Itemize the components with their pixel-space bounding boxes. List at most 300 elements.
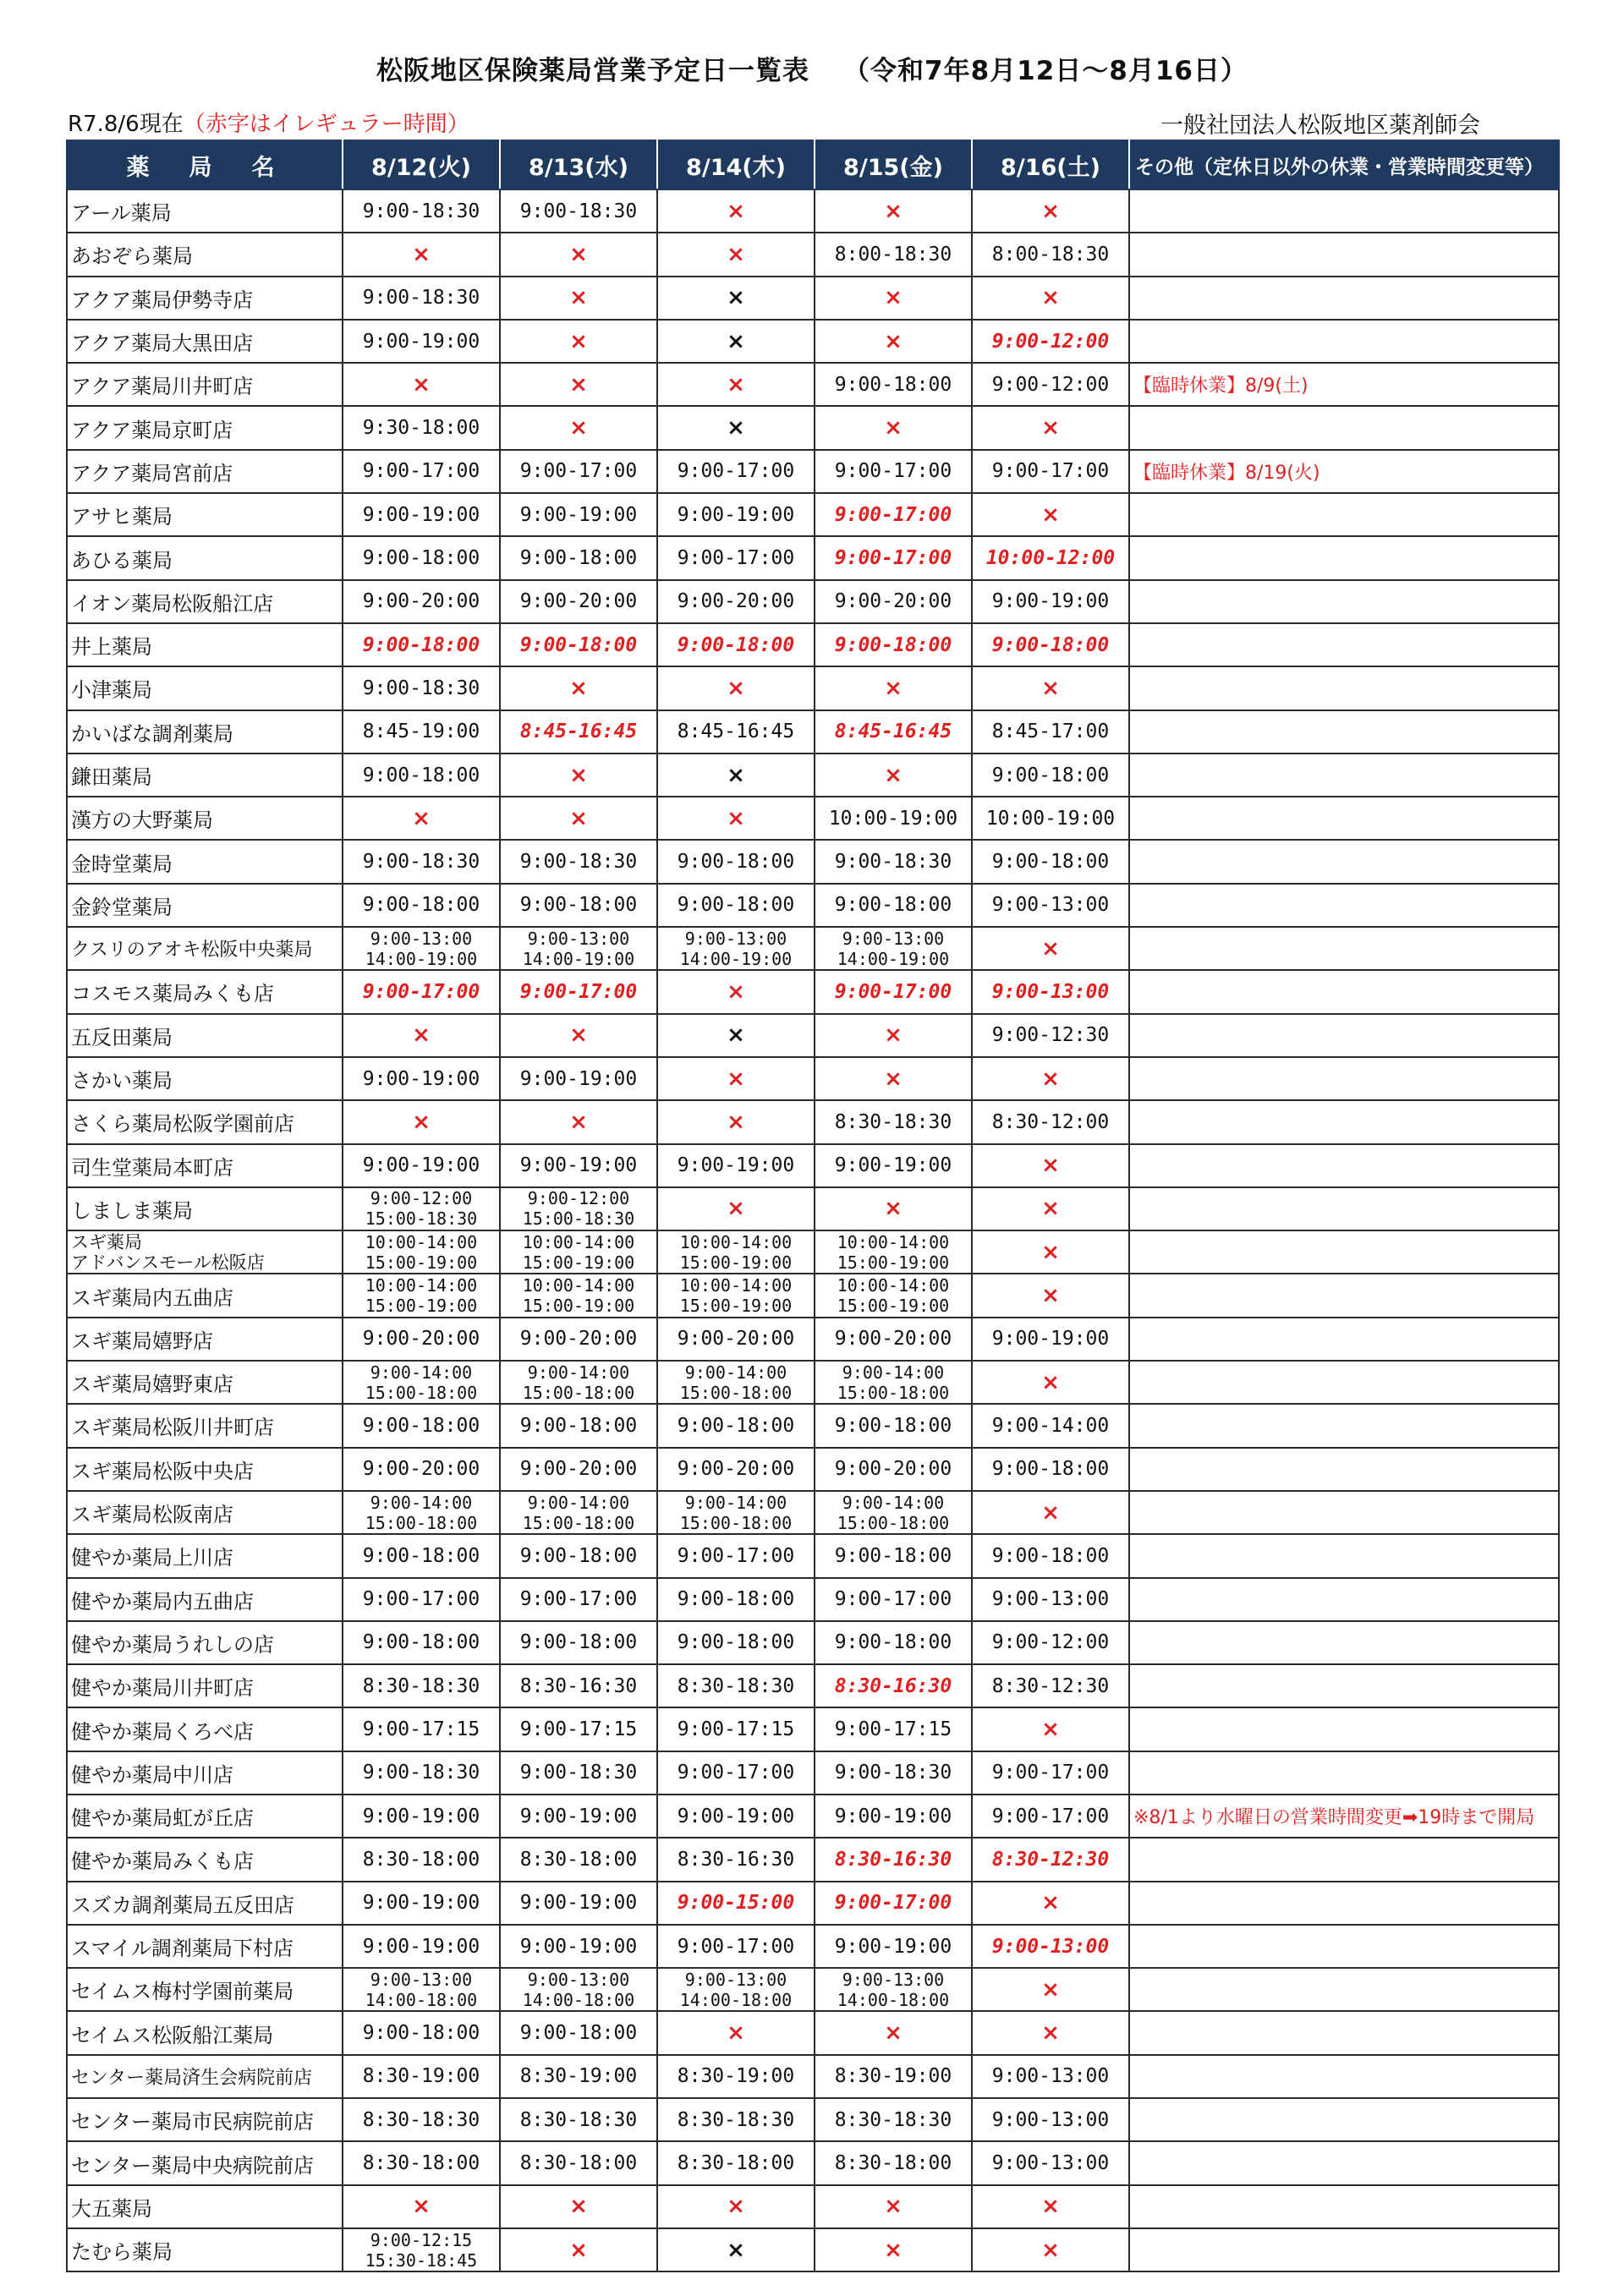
pharmacy-name: イオン薬局松阪船江店 (67, 580, 343, 623)
business-hours: 9:00-18:00 (500, 2011, 657, 2054)
pharmacy-name: 健やか薬局内五曲店 (67, 1578, 343, 1621)
closed-mark: × (657, 1014, 815, 1057)
irregular-hours: 9:00-18:00 (815, 623, 972, 666)
business-hours: 9:00-17:00 (972, 450, 1129, 493)
hours-afternoon: 14:00-19:00 (679, 948, 793, 969)
irregular-hours: 9:00-13:00 (972, 970, 1129, 1013)
header-notes: その他（定休日以外の休業・営業時間変更等） (1129, 140, 1559, 189)
pharmacy-name: あおぞら薬局 (67, 233, 343, 276)
table-row (67, 277, 1559, 320)
hours-afternoon: 15:00-18:00 (522, 1512, 635, 1533)
business-hours: 9:00-19:00 (343, 1144, 500, 1187)
business-hours: 9:00-18:00 (815, 1621, 972, 1664)
closed-mark: × (815, 2185, 972, 2228)
pharmacy-name: 司生堂薬局本町店 (67, 1144, 343, 1187)
business-hours: 9:00-19:00 (815, 1795, 972, 1838)
closed-mark: × (972, 927, 1129, 970)
remarks-cell (1129, 1621, 1559, 1664)
business-hours: 9:00-17:00 (500, 450, 657, 493)
business-hours: 9:00-19:00 (500, 1882, 657, 1925)
hours-morning: 10:00-14:00 (837, 1275, 950, 1296)
business-hours: 9:00-18:00 (500, 1404, 657, 1447)
irregular-hours: 9:00-18:00 (500, 623, 657, 666)
pharmacy-name: あひる薬局 (67, 536, 343, 579)
business-hours: 8:30-16:30 (500, 1664, 657, 1707)
closed-mark: × (657, 970, 815, 1013)
business-hours-split (343, 1274, 500, 1317)
irregular-hours: 9:00-13:00 (972, 1925, 1129, 1968)
hours-afternoon: 15:00-19:00 (679, 1296, 793, 1317)
pharmacy-name: 健やか薬局川井町店 (67, 1664, 343, 1707)
table-row (67, 2055, 1559, 2098)
hours-morning: 9:00-12:15 (370, 2229, 473, 2250)
business-hours: 9:00-17:00 (657, 450, 815, 493)
table-row (67, 1882, 1559, 1925)
business-hours: 9:00-20:00 (815, 1318, 972, 1361)
business-hours: 9:00-13:00 (972, 2055, 1129, 2098)
hours-morning: 9:00-12:00 (527, 1188, 630, 1209)
business-hours: 9:00-19:00 (972, 580, 1129, 623)
business-hours-split (657, 927, 815, 970)
closed-mark: × (657, 2185, 815, 2228)
table-row (67, 536, 1559, 579)
business-hours: 9:00-20:00 (343, 1318, 500, 1361)
closed-mark: × (815, 1187, 972, 1230)
remarks-cell (1129, 1534, 1559, 1577)
hours-morning: 10:00-14:00 (522, 1231, 635, 1252)
hours-afternoon: 14:00-18:00 (679, 1989, 793, 2010)
hours-morning: 9:00-14:00 (370, 1492, 473, 1513)
business-hours: 9:00-17:00 (815, 450, 972, 493)
pharmacy-name: スマイル調剤薬局下村店 (67, 1925, 343, 1968)
table-row (67, 1230, 1559, 1274)
remarks-cell (1129, 2098, 1559, 2141)
business-hours: 8:30-18:30 (343, 2098, 500, 2141)
hours-morning: 9:00-13:00 (842, 1969, 945, 1990)
business-hours: 9:00-20:00 (815, 580, 972, 623)
business-hours: 9:00-18:00 (343, 753, 500, 797)
business-hours: 8:30-18:30 (500, 2098, 657, 2141)
table-row (67, 1925, 1559, 1968)
pharmacy-name: セイムス梅村学園前薬局 (67, 1968, 343, 2011)
schedule-table (66, 140, 1560, 2272)
irregular-hours: 9:00-17:00 (815, 536, 972, 579)
table-header-row (67, 140, 1559, 189)
pharmacy-name: 大五薬局 (67, 2185, 343, 2228)
hours-morning: 9:00-14:00 (527, 1362, 630, 1383)
irregular-hours: 9:00-12:00 (972, 320, 1129, 363)
remarks-cell: ※8/1より水曜日の営業時間変更➡19時まで開局 (1129, 1795, 1559, 1838)
business-hours-split (500, 1361, 657, 1404)
table-row (67, 1534, 1559, 1577)
hours-morning: 10:00-14:00 (522, 1275, 635, 1296)
business-hours: 8:30-18:30 (815, 1100, 972, 1143)
closed-mark: × (815, 753, 972, 797)
closed-mark: × (815, 406, 972, 449)
pharmacy-name: アサヒ薬局 (67, 493, 343, 536)
business-hours: 9:00-19:00 (972, 1318, 1129, 1361)
remarks-cell (1129, 884, 1559, 927)
closed-mark: × (972, 1057, 1129, 1100)
table-row (67, 189, 1559, 233)
business-hours: 9:00-18:00 (343, 1534, 500, 1577)
business-hours: 9:00-20:00 (343, 1448, 500, 1491)
business-hours: 9:00-18:30 (343, 189, 500, 233)
business-hours-split (343, 1187, 500, 1230)
irregular-hours: 9:00-18:00 (972, 623, 1129, 666)
hours-afternoon: 15:00-19:00 (365, 1296, 478, 1317)
remarks-cell (1129, 753, 1559, 797)
business-hours: 9:00-18:30 (343, 277, 500, 320)
remarks-cell (1129, 1144, 1559, 1187)
hours-morning: 9:00-13:00 (527, 928, 630, 949)
title-text: 松阪地区保険薬局営業予定日一覧表 (376, 56, 809, 86)
pharmacy-name: 漢方の大野薬局 (67, 797, 343, 840)
closed-mark: × (972, 493, 1129, 536)
business-hours: 9:00-18:00 (815, 1534, 972, 1577)
hours-morning: 9:00-13:00 (370, 1969, 473, 1990)
remarks-cell (1129, 189, 1559, 233)
remarks-cell (1129, 1187, 1559, 1230)
remarks-cell (1129, 1448, 1559, 1491)
business-hours-split (500, 1491, 657, 1534)
closed-mark: × (343, 2185, 500, 2228)
closed-mark: × (657, 1187, 815, 1230)
business-hours: 9:00-18:30 (343, 666, 500, 710)
business-hours: 9:00-19:00 (343, 1795, 500, 1838)
hours-afternoon: 15:00-18:30 (522, 1208, 635, 1230)
business-hours: 9:00-19:00 (343, 1057, 500, 1100)
closed-mark: × (972, 2185, 1129, 2228)
remarks-cell (1129, 2011, 1559, 2054)
closed-mark: × (972, 1882, 1129, 1925)
business-hours: 9:00-19:00 (657, 493, 815, 536)
hours-afternoon: 15:00-19:00 (837, 1296, 950, 1317)
closed-mark: × (500, 1014, 657, 1057)
business-hours-split (657, 1968, 815, 2011)
business-hours: 9:00-20:00 (343, 580, 500, 623)
business-hours: 9:00-20:00 (500, 1318, 657, 1361)
table-row (67, 884, 1559, 927)
as-of-date (68, 107, 469, 138)
remarks-cell (1129, 233, 1559, 276)
closed-mark: × (815, 666, 972, 710)
closed-mark: × (972, 277, 1129, 320)
table-row (67, 710, 1559, 753)
remarks-cell (1129, 1968, 1559, 2011)
business-hours: 9:00-18:00 (343, 1404, 500, 1447)
remarks-cell (1129, 406, 1559, 449)
hours-afternoon: 15:00-19:00 (522, 1252, 635, 1273)
closed-mark: × (815, 277, 972, 320)
as-of-text: R7.8/6現在 (68, 112, 184, 137)
business-hours-split (500, 1230, 657, 1274)
hours-afternoon: 15:00-18:00 (837, 1382, 950, 1403)
remarks-cell (1129, 1361, 1559, 1404)
closed-mark: × (972, 1707, 1129, 1751)
pharmacy-name: アール薬局 (67, 189, 343, 233)
business-hours: 9:00-17:15 (657, 1707, 815, 1751)
business-hours: 8:45-16:45 (657, 710, 815, 753)
irregular-hours: 9:00-18:00 (657, 623, 815, 666)
business-hours: 9:00-17:00 (657, 1534, 815, 1577)
hours-morning: 9:00-14:00 (842, 1362, 945, 1383)
closed-mark: × (657, 320, 815, 363)
remarks-cell (1129, 927, 1559, 970)
business-hours: 9:00-19:00 (343, 1925, 500, 1968)
table-row (67, 2185, 1559, 2228)
business-hours: 10:00-19:00 (972, 797, 1129, 840)
pharmacy-name: コスモス薬局みくも店 (67, 970, 343, 1013)
business-hours: 9:00-17:15 (815, 1707, 972, 1751)
remarks-cell (1129, 580, 1559, 623)
table-row (67, 1448, 1559, 1491)
remarks-cell (1129, 1100, 1559, 1143)
table-row (67, 406, 1559, 449)
title-period: （令和7年8月12日～8月16日） (843, 56, 1248, 86)
irregular-hours: 9:00-15:00 (657, 1882, 815, 1925)
hours-afternoon: 14:00-19:00 (365, 948, 478, 969)
pharmacy-name: 小津薬局 (67, 666, 343, 710)
irregular-hours: 9:00-17:00 (815, 970, 972, 1013)
hours-afternoon: 14:00-19:00 (522, 948, 635, 969)
business-hours: 9:00-19:00 (500, 1057, 657, 1100)
remarks-cell (1129, 277, 1559, 320)
business-hours: 9:00-18:00 (500, 884, 657, 927)
pharmacy-name: アクア薬局宮前店 (67, 450, 343, 493)
hours-afternoon: 14:00-18:00 (837, 1989, 950, 2010)
closed-mark: × (972, 1968, 1129, 2011)
closed-mark: × (343, 1100, 500, 1143)
closed-mark: × (500, 666, 657, 710)
irregular-hours: 9:00-18:00 (343, 623, 500, 666)
pharmacy-name: かいばな調剤薬局 (67, 710, 343, 753)
remarks-cell (1129, 1664, 1559, 1707)
hours-morning: 9:00-14:00 (370, 1362, 473, 1383)
business-hours-split (343, 1968, 500, 2011)
business-hours: 9:00-12:00 (972, 1621, 1129, 1664)
header-pharmacy-name: 薬 局 名 (67, 140, 343, 189)
table-row (67, 1404, 1559, 1447)
business-hours: 9:00-18:00 (343, 1621, 500, 1664)
table-row (67, 1664, 1559, 1707)
closed-mark: × (657, 189, 815, 233)
pharmacy-name: スギ薬局松阪川井町店 (67, 1404, 343, 1447)
business-hours: 9:00-20:00 (500, 580, 657, 623)
business-hours: 9:00-18:00 (972, 1534, 1129, 1577)
business-hours: 8:30-19:00 (815, 2055, 972, 2098)
remarks-cell (1129, 536, 1559, 579)
irregular-hours: 9:00-17:00 (815, 493, 972, 536)
remarks-cell (1129, 1318, 1559, 1361)
hours-morning: 9:00-14:00 (842, 1492, 945, 1513)
business-hours-split (815, 1491, 972, 1534)
closed-mark: × (500, 320, 657, 363)
business-hours: 9:00-18:30 (815, 840, 972, 883)
pharmacy-name: スズカ調剤薬局五反田店 (67, 1882, 343, 1925)
pharmacy-name: 金鈴堂薬局 (67, 884, 343, 927)
hours-morning: 9:00-13:00 (527, 1969, 630, 1990)
pharmacy-name: 健やか薬局みくも店 (67, 1838, 343, 1881)
remarks-cell: 【臨時休業】8/19(火) (1129, 450, 1559, 493)
irregular-hours: 8:45-16:45 (815, 710, 972, 753)
closed-mark: × (343, 363, 500, 406)
pharmacy-name: スギ薬局松阪南店 (67, 1491, 343, 1534)
closed-mark: × (500, 277, 657, 320)
header-date-0816: 8/16(土) (972, 140, 1129, 189)
table-row (67, 2141, 1559, 2184)
business-hours: 9:00-18:00 (657, 1404, 815, 1447)
business-hours-split (500, 1187, 657, 1230)
business-hours-split (343, 1230, 500, 1274)
business-hours: 8:30-18:00 (657, 2141, 815, 2184)
closed-mark: × (343, 1014, 500, 1057)
pharmacy-name: さくら薬局松阪学園前店 (67, 1100, 343, 1143)
business-hours-split (343, 1491, 500, 1534)
hours-morning: 10:00-14:00 (365, 1231, 478, 1252)
closed-mark: × (657, 797, 815, 840)
closed-mark: × (815, 1014, 972, 1057)
remarks-cell (1129, 1014, 1559, 1057)
business-hours: 9:00-18:00 (972, 840, 1129, 883)
pharmacy-name: 鎌田薬局 (67, 753, 343, 797)
business-hours: 9:00-13:00 (972, 2098, 1129, 2141)
business-hours: 8:30-18:30 (343, 1664, 500, 1707)
remarks-cell (1129, 710, 1559, 753)
closed-mark: × (657, 277, 815, 320)
table-row (67, 2228, 1559, 2271)
header-date-0815: 8/15(金) (815, 140, 972, 189)
table-row (67, 363, 1559, 406)
table-row (67, 797, 1559, 840)
business-hours: 9:00-19:00 (343, 493, 500, 536)
hours-afternoon: 15:00-18:00 (679, 1512, 793, 1533)
business-hours: 9:00-17:00 (657, 1925, 815, 1968)
pharmacy-name: 健やか薬局虹が丘店 (67, 1795, 343, 1838)
table-body (67, 189, 1559, 2271)
business-hours: 9:00-19:00 (500, 1144, 657, 1187)
hours-morning: 10:00-14:00 (679, 1275, 793, 1296)
closed-mark: × (657, 233, 815, 276)
business-hours: 9:00-20:00 (657, 1448, 815, 1491)
business-hours: 9:00-14:00 (972, 1404, 1129, 1447)
table-row (67, 1621, 1559, 1664)
hours-morning: 9:00-14:00 (684, 1492, 787, 1513)
page-title (0, 49, 1624, 87)
business-hours: 8:30-19:00 (343, 2055, 500, 2098)
closed-mark: × (500, 1100, 657, 1143)
business-hours: 9:00-12:30 (972, 1014, 1129, 1057)
remarks-cell (1129, 1707, 1559, 1751)
remarks-cell (1129, 840, 1559, 883)
business-hours-split (500, 927, 657, 970)
business-hours: 9:00-13:00 (972, 2141, 1129, 2184)
closed-mark: × (972, 189, 1129, 233)
closed-mark: × (500, 797, 657, 840)
pharmacy-name: センター薬局中央病院前店 (67, 2141, 343, 2184)
business-hours: 9:00-18:00 (815, 1404, 972, 1447)
table-row (67, 753, 1559, 797)
business-hours: 9:00-20:00 (500, 1448, 657, 1491)
business-hours: 9:00-17:00 (657, 1751, 815, 1795)
business-hours: 8:30-16:30 (657, 1838, 815, 1881)
business-hours-split (500, 1968, 657, 2011)
business-hours-split (657, 1274, 815, 1317)
closed-mark: × (815, 1057, 972, 1100)
closed-mark: × (500, 2228, 657, 2271)
business-hours: 8:30-18:00 (500, 2141, 657, 2184)
business-hours: 9:00-20:00 (657, 1318, 815, 1361)
closed-mark: × (972, 1274, 1129, 1317)
business-hours: 9:00-19:00 (343, 320, 500, 363)
business-hours: 9:00-19:00 (657, 1144, 815, 1187)
pharmacy-name: 五反田薬局 (67, 1014, 343, 1057)
business-hours: 9:00-18:30 (500, 189, 657, 233)
pharmacy-name-line-2: アドバンスモール松阪店 (71, 1252, 265, 1273)
business-hours: 9:00-20:00 (657, 580, 815, 623)
business-hours: 9:00-17:15 (343, 1707, 500, 1751)
header-date-0813: 8/13(水) (500, 140, 657, 189)
hours-afternoon: 15:00-18:30 (365, 1208, 478, 1230)
table-row (67, 233, 1559, 276)
remarks-cell (1129, 1274, 1559, 1317)
closed-mark: × (343, 797, 500, 840)
pharmacy-name (67, 1230, 343, 1274)
table-row (67, 1838, 1559, 1881)
pharmacy-name: スギ薬局嬉野店 (67, 1318, 343, 1361)
hours-afternoon: 15:30-18:45 (365, 2249, 478, 2271)
business-hours-split (815, 1230, 972, 1274)
closed-mark: × (343, 233, 500, 276)
table-row (67, 1707, 1559, 1751)
table-row (67, 1144, 1559, 1187)
business-hours: 9:00-18:30 (815, 1751, 972, 1795)
business-hours: 8:30-18:00 (815, 2141, 972, 2184)
business-hours: 8:30-18:00 (500, 1838, 657, 1881)
hours-morning: 9:00-14:00 (684, 1362, 787, 1383)
business-hours-split (815, 1274, 972, 1317)
hours-afternoon: 15:00-18:00 (522, 1382, 635, 1403)
business-hours: 9:00-13:00 (972, 1578, 1129, 1621)
hours-afternoon: 15:00-18:00 (365, 1512, 478, 1533)
business-hours: 8:30-18:00 (343, 1838, 500, 1881)
closed-mark: × (657, 666, 815, 710)
table-row (67, 927, 1559, 970)
business-hours-split (657, 1491, 815, 1534)
table-row (67, 1361, 1559, 1404)
remarks-cell (1129, 2141, 1559, 2184)
business-hours: 8:30-19:00 (500, 2055, 657, 2098)
business-hours: 9:00-18:00 (343, 536, 500, 579)
business-hours: 8:30-18:00 (343, 2141, 500, 2184)
business-hours: 9:00-17:00 (815, 1578, 972, 1621)
remarks-cell (1129, 2185, 1559, 2228)
business-hours: 9:00-19:00 (815, 1925, 972, 1968)
table-row (67, 2011, 1559, 2054)
pharmacy-name: スギ薬局嬉野東店 (67, 1361, 343, 1404)
table-row (67, 840, 1559, 883)
table-row (67, 1274, 1559, 1317)
pharmacy-name: センター薬局済生会病院前店 (67, 2055, 343, 2098)
closed-mark: × (972, 1230, 1129, 1274)
remarks-cell (1129, 970, 1559, 1013)
pharmacy-name-line-1: スギ薬局 (71, 1231, 142, 1252)
closed-mark: × (972, 1144, 1129, 1187)
remarks-cell (1129, 623, 1559, 666)
table-row (67, 666, 1559, 710)
hours-morning: 9:00-14:00 (527, 1492, 630, 1513)
pharmacy-name: アクア薬局大黒田店 (67, 320, 343, 363)
